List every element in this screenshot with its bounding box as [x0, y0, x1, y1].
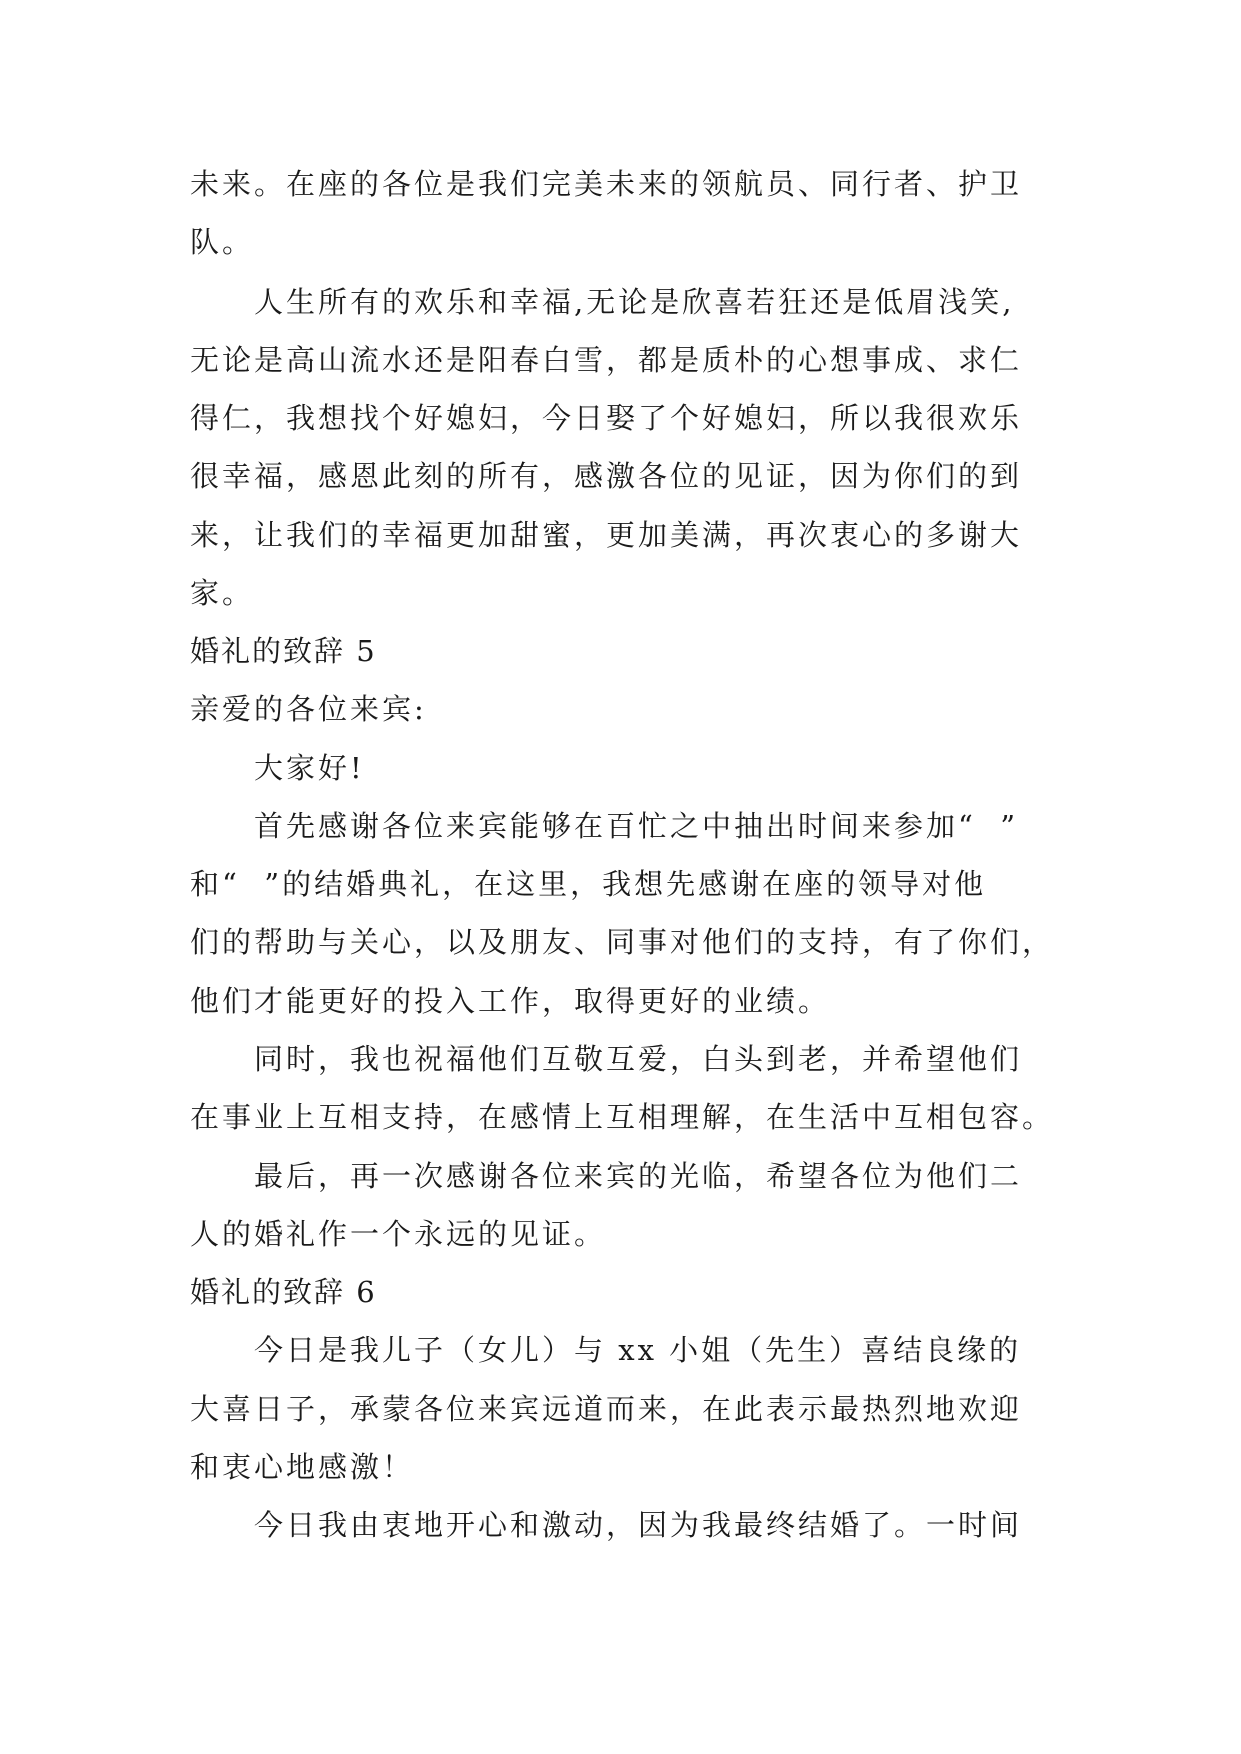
body-text-line: 来，让我们的幸福更加甜蜜，更加美满，再次衷心的多谢大	[190, 518, 1023, 552]
greeting: 大家好!	[254, 751, 365, 785]
body-text-line: 家。	[190, 576, 255, 610]
paragraph-first-line: 首先感谢各位来宾能够在百忙之中抽出时间来参加“ ”	[254, 809, 1019, 843]
section-heading: 婚礼的致辞 5	[190, 634, 377, 668]
body-text-line: 得仁，我想找个好媳妇，今日娶了个好媳妇，所以我很欢乐	[190, 401, 1023, 435]
body-text-line: 在事业上互相支持，在感情上互相理解，在生活中互相包容。	[190, 1100, 1055, 1134]
body-text-line: 很幸福，感恩此刻的所有，感激各位的见证，因为你们的到	[190, 459, 1023, 493]
paragraph-first-line: 人生所有的欢乐和幸福,无论是欣喜若狂还是低眉浅笑,	[254, 285, 1015, 319]
salutation: 亲爱的各位来宾:	[190, 692, 427, 726]
body-text-line: 大喜日子，承蒙各位来宾远道而来，在此表示最热烈地欢迎	[190, 1392, 1023, 1426]
body-text-line: 他们才能更好的投入工作，取得更好的业绩。	[190, 984, 831, 1018]
body-text-line: 队。	[190, 225, 255, 259]
section-heading: 婚礼的致辞 6	[190, 1275, 377, 1309]
paragraph-first-line: 最后，再一次感谢各位来宾的光临，希望各位为他们二	[254, 1159, 1023, 1193]
body-text-line: 和“ ”的结婚典礼，在这里，我想先感谢在座的领导对他	[190, 867, 987, 901]
paragraph-first-line: 同时，我也祝福他们互敬互爱，白头到老，并希望他们	[254, 1042, 1023, 1076]
paragraph-first-line: 今日是我儿子（女儿）与 xx 小姐（先生）喜结良缘的	[254, 1333, 1022, 1367]
paragraph-first-line: 今日我由衷地开心和激动，因为我最终结婚了。一时间	[254, 1508, 1023, 1542]
body-text-line: 人的婚礼作一个永远的见证。	[190, 1217, 607, 1251]
body-text-line: 无论是高山流水还是阳春白雪，都是质朴的心想事成、求仁	[190, 343, 1023, 377]
body-text-line: 未来。在座的各位是我们完美未来的领航员、同行者、护卫	[190, 167, 1023, 201]
body-text-line: 们的帮助与关心，以及朋友、同事对他们的支持，有了你们，	[190, 925, 1055, 959]
body-text-line: 和衷心地感激！	[190, 1450, 415, 1484]
